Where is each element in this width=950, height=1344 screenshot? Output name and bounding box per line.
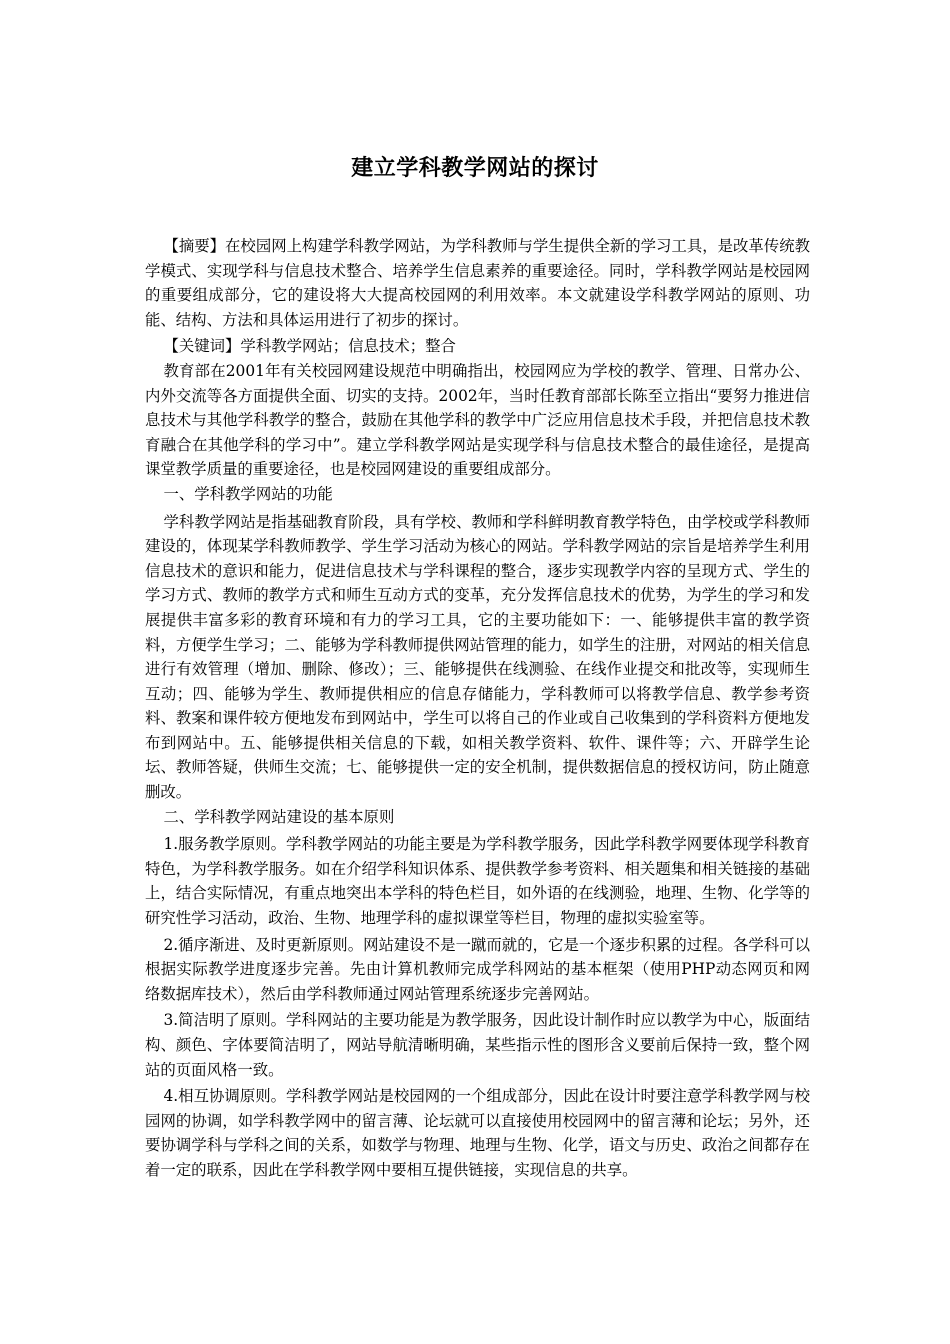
document-title: 建立学科教学网站的探讨 [351,156,599,181]
document-body [145,234,810,1183]
principle-1-paragraph: 1.服务教学原则。学科教学网站的功能主要是为学科教学服务，因此学科教学网要体现学科教育特色，为学科教学服务。如在介绍学科知识体系、提供教学参考资料、相关题集和相关链接的基础上，结合实际情况，有重点地突出本学科的特色栏目，如外语的在线测验，地理、生物、化学等的研究性学习活动，政治、生物、地理学科的虚拟课堂等栏目，物理的虚拟实验室等。 [145,835,810,928]
abstract-paragraph: 【摘要】在校园网上构建学科教学网站，为学科教师与学生提供全新的学习工具，是改革传统教学模式、实现学科与信息技术整合、培养学生信息素养的重要途径。同时，学科教学网站是校园网的重要组成部分，它的建设将大大提高校园网的利用效率。本文就建设学科教学网站的原则、功能、结构、方法和具体运用进行了初步的探讨。 [145,237,810,329]
principle-2-paragraph: 2.循序渐进、及时更新原则。网站建设不是一蹴而就的，它是一个逐步积累的过程。各学科可以根据实际教学进度逐步完善。先由计算机教师完成学科网站的基本框架（使用PHP动态网页和网络数据库技术），然后由学科教师通过网站管理系统逐步完善网站。 [145,935,810,1003]
section-1-paragraph: 学科教学网站是指基础教育阶段，具有学校、教师和学科鲜明教育教学特色，由学校或学科教师建设的，体现某学科教师教学、学生学习活动为核心的网站。学科教学网站的宗旨是培养学生利用信息技术的意识和能力，促进信息技术与学科课程的整合，逐步实现教学内容的呈现方式、学生的学习方式、教师的教学方式和师生互动方式的变革，充分发挥信息技术的优势，为学生的学习和发展提供丰富多彩的教育环境和有力的学习工具，它的主要功能如下：一、能够提供丰富的教学资料，方便学生学习；二、能够为学科教师提供网站管理的能力，如学生的注册，对网站的相关信息进行有效管理（增加、删除、修改）；三、能够提供在线测验、在线作业提交和批改等，实现师生互动；四、能够为学生、教师提供相应的信息存储能力，学科教师可以将教学信息、教学参考资料、教案和课件较方便地发布到网站中，学生可以将自己的作业或自己收集到的学科资料方便地发布到网站中。五、能够提供相关信息的下载，如相关教学资料、软件、课件等；六、开辟学生论坛、教师答疑，供师生交流；七、能够提供一定的安全机制，提供数据信息的授权访问，防止随意删改。 [145,512,810,802]
section-1-heading: 一、学科教学网站的功能 [163,484,333,503]
principle-3-paragraph: 3.简洁明了原则。学科网站的主要功能是为教学服务，因此设计制作时应以教学为中心，版面结构、颜色、字体要简洁明了，网站导航清晰明确，某些指示性的图形含义要前后保持一致，整个网站的页面风格一致。 [145,1011,810,1079]
keywords-line: 【关键词】学科教学网站；信息技术；整合 [163,337,456,356]
section-2-heading: 二、学科教学网站建设的基本原则 [163,807,395,826]
intro-paragraph: 教育部在2001年有关校园网建设规范中明确指出，校园网应为学校的教学、管理、日常办公、内外交流等各方面提供全面、切实的支持。2002年，当时任教育部部长陈至立指出“要努力推进信息技术与其他学科教学的整合，鼓励在其他学科的教学中广泛应用信息技术手段，并把信息技术教育融合在其他学科的学习中”。建立学科教学网站是实现学科与信息技术整合的最佳途径，是提高课堂教学质量的重要途径，也是校园网建设的重要组成部分。 [145,361,810,479]
principle-4-paragraph: 4.相互协调原则。学科教学网站是校园网的一个组成部分，因此在设计时要注意学科教学网与校园网的协调，如学科教学网中的留言薄、论坛就可以直接使用校园网中的留言薄和论坛；另外，还要协调学科与学科之间的关系，如数学与物理、地理与生物、化学，语文与历史、政治之间都存在着一定的联系，因此在学科教学网中要相互提供链接，实现信息的共享。 [145,1087,810,1179]
